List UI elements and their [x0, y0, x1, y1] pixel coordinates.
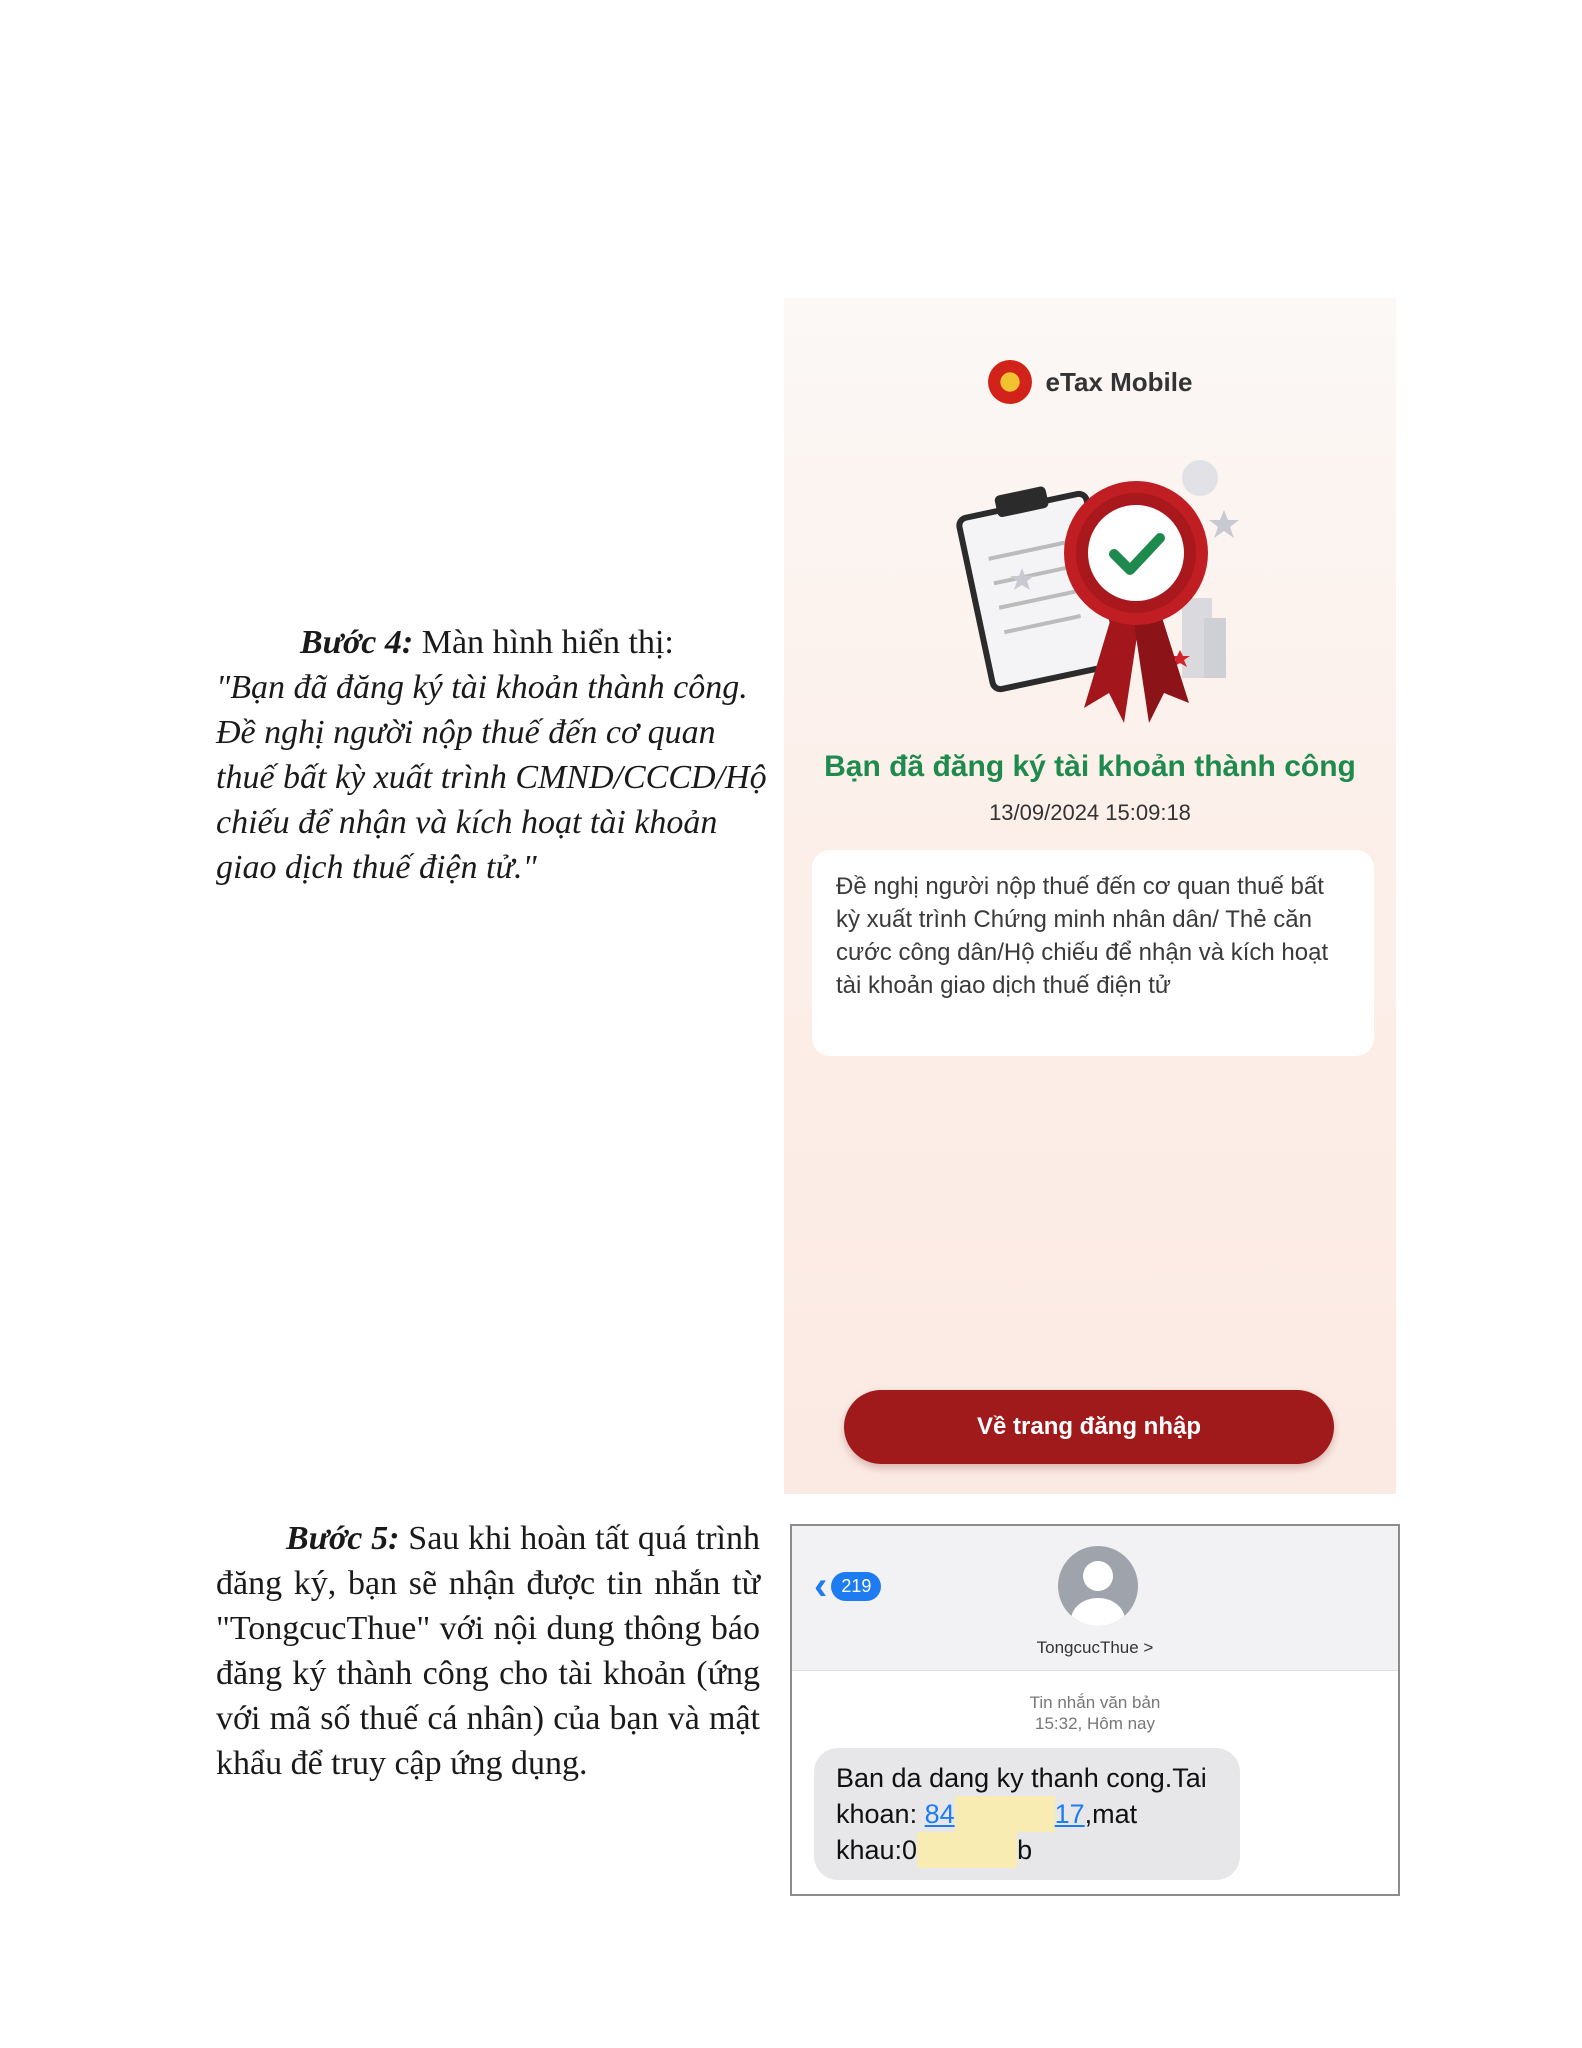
account-number-link[interactable]	[925, 1799, 1085, 1829]
message-kind: Tin nhắn văn bản	[1029, 1693, 1161, 1712]
instruction-text: Đề nghị người nộp thuế đến cơ quan thuế bất kỳ xuất trình Chứng minh nhân dân/ Thẻ căn cước công dân/Hộ chiếu để nhận và kích hoạt tài khoản giao dịch thuế điện tử	[836, 873, 1329, 999]
instruction-card	[812, 850, 1374, 1056]
password-end: b	[1017, 1835, 1033, 1865]
step5-label: Bước 5:	[286, 1520, 400, 1557]
step5-paragraph	[216, 1516, 760, 1786]
etax-success-screen	[784, 298, 1396, 1494]
app-header	[784, 360, 1396, 404]
step4-label: Bước 4:	[300, 624, 414, 661]
back-button[interactable]	[814, 1566, 881, 1606]
unread-count-badge: 219	[831, 1572, 881, 1601]
back-to-login-button[interactable]: Về trang đăng nhập	[844, 1390, 1334, 1464]
person-icon	[1058, 1546, 1138, 1626]
sms-khoan-prefix: khoan:	[836, 1799, 925, 1829]
registration-timestamp: 13/09/2024 15:09:18	[989, 800, 1191, 825]
contact-avatar[interactable]	[1058, 1546, 1138, 1626]
step4-lead: Màn hình hiển thị:	[413, 624, 674, 661]
sms-message-bubble	[814, 1748, 1240, 1880]
account-end: 17	[1054, 1799, 1085, 1829]
success-badge-icon	[934, 448, 1264, 728]
sms-mat: ,mat	[1084, 1799, 1138, 1829]
sms-screen	[790, 1524, 1400, 1896]
sms-line1: Ban da dang ky thanh cong.Tai	[836, 1763, 1207, 1793]
redaction-mark	[917, 1832, 1017, 1868]
sms-header	[792, 1526, 1398, 1671]
success-title: Bạn đã đăng ký tài khoản thành công	[824, 750, 1356, 783]
sms-khau-prefix: khau:0	[836, 1835, 918, 1865]
app-name: eTax Mobile	[1045, 366, 1193, 397]
redaction-mark	[955, 1796, 1055, 1832]
step5-text: Sau khi hoàn tất quá trình đăng ký, bạn sẽ nhận được tin nhắn từ "TongcucThue" với nội dung thông báo đăng ký thành công cho tài khoản (ứng với mã số thuế cá nhân) của bạn và mật khẩu để truy cập ứng dụng.	[216, 1520, 761, 1782]
step4-quote: "Bạn đã đăng ký tài khoản thành công. Đề nghị người nộp thuế đến cơ quan thuế bất kỳ xuất trình CMND/CCCD/Hộ chiếu để nhận và kích hoạt tài khoản giao dịch thuế điện tử."	[216, 669, 767, 886]
account-start: 84	[924, 1799, 955, 1829]
contact-name[interactable]: TongcucThue >	[1036, 1638, 1154, 1657]
national-emblem-logo	[988, 360, 1032, 404]
message-meta	[792, 1692, 1398, 1734]
chevron-left-icon: ‹	[814, 1564, 828, 1608]
message-time: 15:32, Hôm nay	[1034, 1714, 1155, 1733]
step4-paragraph	[216, 620, 776, 890]
